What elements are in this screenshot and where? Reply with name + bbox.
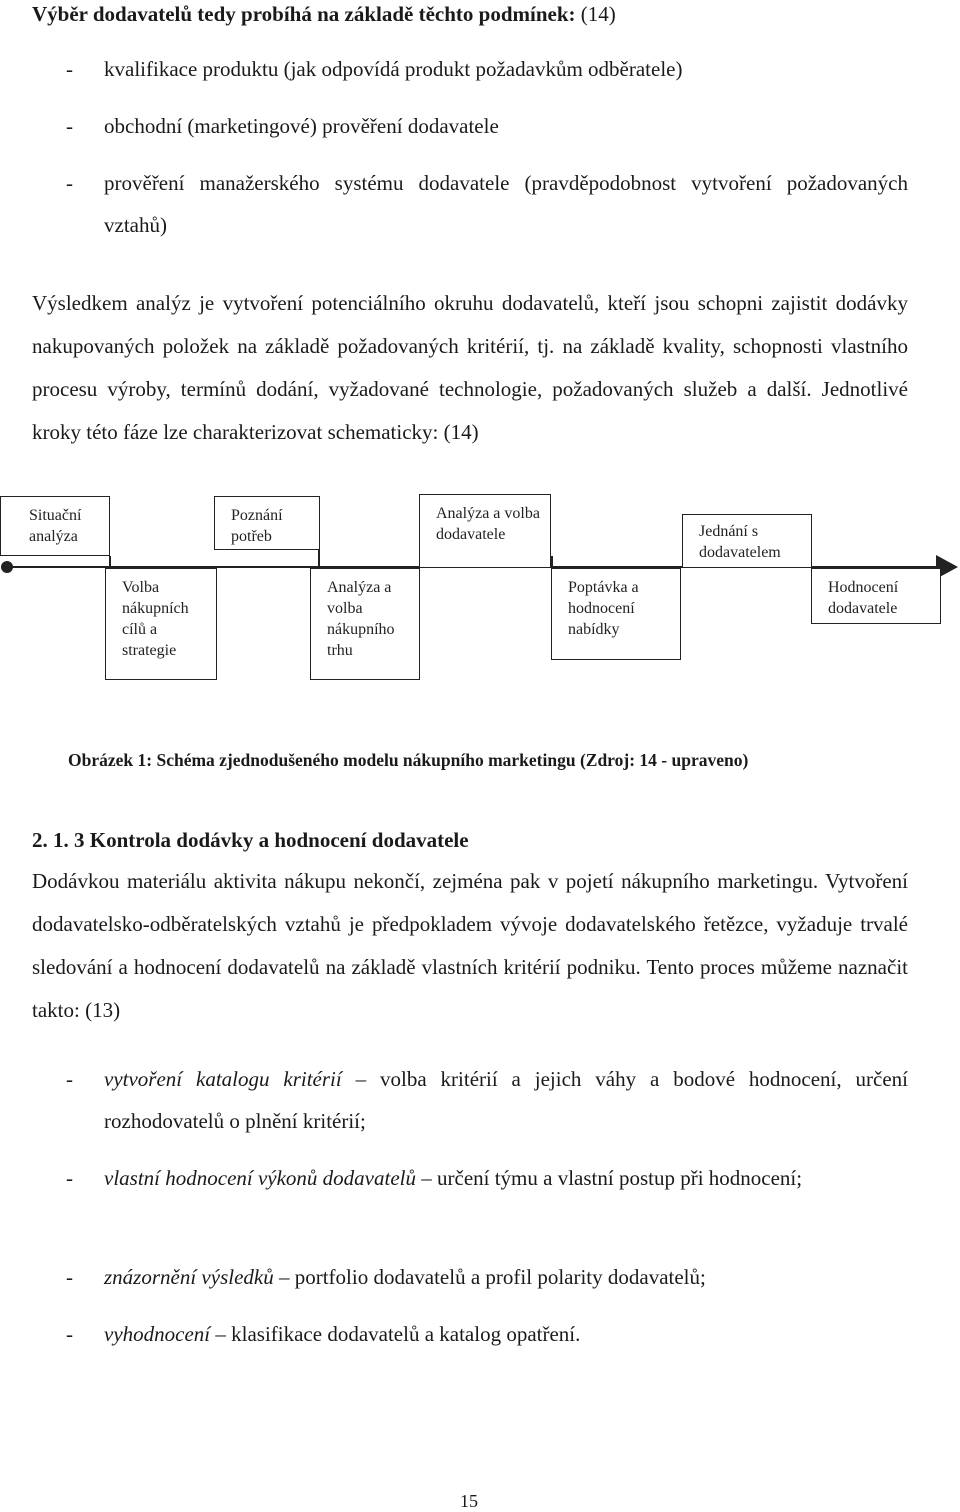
paragraph-results: Výsledkem analýz je vytvoření potenciálního okruhu dodavatelů, kteří jsou schopni zajistit dodávky nakupovaných položek na základě požadovaných kritérií, tj. na základě kvality, schopnosti vlastního procesu výroby, termínů dodání, vyžadované technologie, požadovaných služeb a další. Jednotlivé kroky této fáze lze charakterizovat schematicky: (14): [32, 291, 908, 444]
timeline-start-dot: [1, 561, 13, 573]
list-dash: -: [66, 1322, 73, 1346]
condition-item: [66, 162, 908, 246]
connector-line: [109, 556, 111, 568]
diagram-box-inquiry: [551, 568, 681, 660]
step-text: – portfolio dodavatelů a profil polarity dodavatelů;: [273, 1265, 706, 1289]
condition-item: [66, 48, 908, 90]
diagram-box-supplier-evaluation: [811, 568, 941, 624]
box-label: Poptávka a hodnocení nabídky: [568, 579, 639, 638]
list-dash: -: [66, 1265, 73, 1289]
intro-bold: Výběr dodavatelů tedy probíhá na základě těchto podmínek:: [32, 2, 576, 26]
page-number: 15: [460, 1491, 478, 1511]
connector-line: [318, 550, 320, 568]
step-term: znázornění výsledků: [104, 1265, 274, 1289]
diagram-box-supplier-selection: [419, 494, 551, 568]
step-item: [66, 1058, 908, 1142]
box-label: Volba nákupních cílů a strategie: [122, 579, 189, 659]
list-dash: -: [66, 1067, 73, 1091]
step-item: [66, 1157, 908, 1199]
condition-item: [66, 105, 908, 147]
section-heading: 2. 1. 3 Kontrola dodávky a hodnocení dodavatele: [32, 828, 469, 852]
diagram-box-needs: [214, 496, 320, 550]
step-text: – určení týmu a vlastní postup při hodnocení;: [416, 1166, 803, 1190]
connector-line: [551, 556, 553, 568]
condition-text: prověření manažerského systému dodavatele (pravděpodobnost vytvoření požadovaných vztahů): [104, 171, 908, 237]
purchasing-diagram: [0, 490, 960, 690]
step-term: vyhodnocení: [104, 1322, 211, 1346]
box-label: Jednání s dodavatelem: [699, 523, 781, 561]
list-dash: -: [66, 57, 73, 81]
step-term: vytvoření katalogu kritérií: [104, 1067, 342, 1091]
box-label: Hodnocení dodavatele: [828, 579, 899, 617]
step-text: – volba kritérií a jejich váhy a bodové hodnocení, určení rozhodovatelů o plnění kritérií;: [104, 1067, 908, 1133]
box-label: Poznání potřeb: [231, 507, 283, 545]
diagram-box-situational-analysis: [0, 496, 110, 556]
step-item: [66, 1313, 908, 1355]
list-dash: -: [66, 114, 73, 138]
list-dash: -: [66, 1166, 73, 1190]
intro-line: [32, 0, 912, 28]
step-term: vlastní hodnocení výkonů dodavatelů: [104, 1166, 416, 1190]
step-text: – klasifikace dodavatelů a katalog opatření.: [210, 1322, 581, 1346]
condition-text: obchodní (marketingové) prověření dodavatele: [104, 114, 499, 138]
intro-ref: (14): [575, 2, 616, 26]
diagram-box-negotiation: [682, 514, 812, 568]
diagram-box-market-analysis: [310, 568, 420, 680]
list-dash: -: [66, 171, 73, 195]
box-label: Analýza a volba nákupního trhu: [327, 579, 395, 659]
diagram-box-purchase-goals: [105, 568, 217, 680]
step-item: [66, 1256, 908, 1298]
condition-text: kvalifikace produktu (jak odpovídá produkt požadavkům odběratele): [104, 57, 683, 81]
box-label: Analýza a volba dodavatele: [436, 505, 540, 543]
box-label: Situační analýza: [29, 507, 82, 545]
paragraph-delivery: Dodávkou materiálu aktivita nákupu nekončí, zejména pak v pojetí nákupního marketingu. Vytvoření dodavatelsko-odběratelských vztahů je předpokladem vývoje dodavatelského řetězce, vyžaduje trvalé sledování a hodnocení dodavatelů na základě vlastních kritérií podniku. Tento proces můžeme naznačit takto: (13): [32, 869, 908, 1022]
figure-caption: Obrázek 1: Schéma zjednodušeného modelu nákupního marketingu (Zdroj: 14 - upraveno): [68, 750, 749, 770]
